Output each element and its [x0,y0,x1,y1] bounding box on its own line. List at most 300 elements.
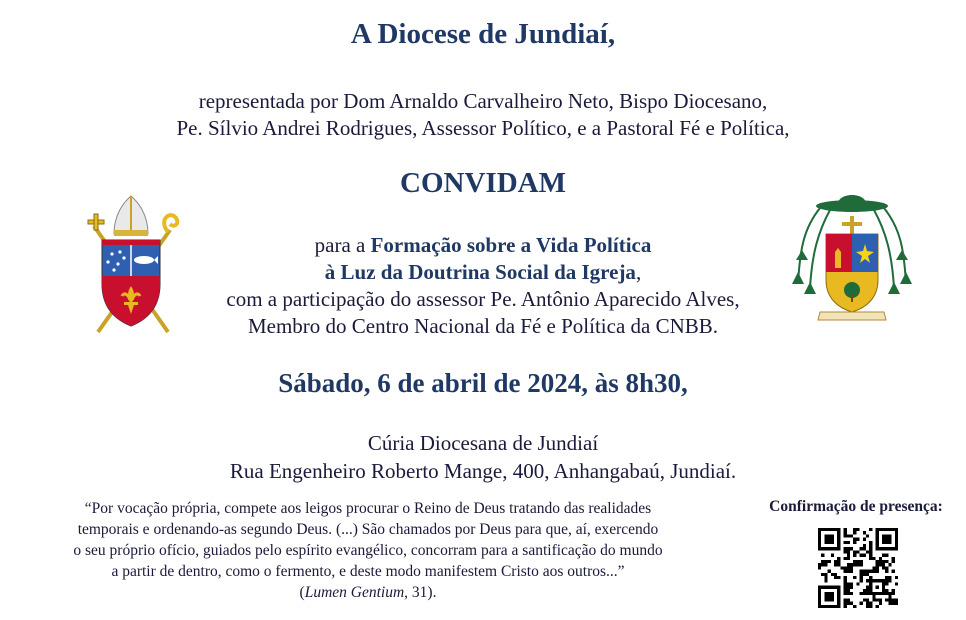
quote-source-title: Lumen Gentium [304,584,405,601]
qr-module [824,547,827,550]
qr-module [869,589,872,592]
qr-module [847,550,850,553]
qr-module [863,570,866,573]
qr-module [869,586,872,589]
qr-module [869,570,872,573]
qr-module [847,570,850,573]
qr-module [837,576,840,579]
qr-module [860,592,863,595]
qr-module [879,563,882,566]
qr-module [844,589,847,592]
qr-module [882,541,885,544]
qr-module [892,592,895,595]
qr-module [831,598,834,601]
qr-module [895,602,898,605]
qr-module [824,528,827,531]
qr-module [885,570,888,573]
qr-module [895,598,898,601]
qr-module [888,592,891,595]
qr-module [860,602,863,605]
qr-module [856,538,859,541]
qr-module [850,534,853,537]
qr-module [885,560,888,563]
qr-module [876,563,879,566]
qr-module [882,563,885,566]
qr-module [844,547,847,550]
qr-module [866,598,869,601]
qr-module [847,563,850,566]
qr-module [860,579,863,582]
qr-module [879,592,882,595]
qr-module [895,541,898,544]
qr-module [818,541,821,544]
qr-module [850,563,853,566]
qr-module [866,550,869,553]
qr-module [828,560,831,563]
qr-module [831,538,834,541]
qr-module [834,586,837,589]
qr-module [885,566,888,569]
qr-module [853,554,856,557]
qr-module [866,592,869,595]
qr-module [885,538,888,541]
qr-module [834,547,837,550]
qr-module [847,589,850,592]
qr-module [844,602,847,605]
qr-module [872,595,875,598]
qr-module [818,586,821,589]
qr-module [869,579,872,582]
qr-module [844,592,847,595]
qr-module [844,528,847,531]
qr-module [876,566,879,569]
qr-module [863,544,866,547]
qr-module [888,576,891,579]
qr-module [847,582,850,585]
representatives-line-2: Pe. Sílvio Andrei Rodrigues, Assessor Político, e a Pastoral Fé e Política, [176,116,790,140]
qr-module [882,547,885,550]
qr-module [856,550,859,553]
qr-module [888,563,891,566]
qr-module [879,598,882,601]
event-block [100,232,866,340]
qr-module [876,570,879,573]
qr-module [879,557,882,560]
qr-module [821,547,824,550]
qr-module [860,573,863,576]
qr-module [824,586,827,589]
qr-module [879,528,882,531]
qr-module [831,573,834,576]
qr-module [844,586,847,589]
qr-module [856,528,859,531]
qr-module [818,547,821,550]
qr-module [863,598,866,601]
quote-block [0,498,736,603]
qr-module [876,579,879,582]
qr-module [837,595,840,598]
qr-module [856,582,859,585]
qr-module [872,557,875,560]
qr-module [888,538,891,541]
qr-module [860,570,863,573]
qr-module [831,586,834,589]
qr-module [888,602,891,605]
qr-module [834,576,837,579]
qr-module [837,541,840,544]
qr-module [885,592,888,595]
qr-module [844,598,847,601]
qr-module [837,586,840,589]
quote-line-1: “Por vocação própria, compete aos leigos procurar o Reino de Deus tratando das realidades [84,500,652,517]
qr-module [869,605,872,608]
qr-module [837,557,840,560]
confirmation-label: Confirmação de presença: [769,498,943,515]
qr-module [892,528,895,531]
qr-module [850,602,853,605]
qr-module [834,605,837,608]
qr-module [818,602,821,605]
qr-module [834,563,837,566]
quote-line-2: temporais e ordenando-as segundo Deus. (...) São chamados por Deus para que, aí, exercendo [77,521,659,538]
qr-module [847,586,850,589]
qr-module [863,592,866,595]
qr-module [882,528,885,531]
qr-module [895,538,898,541]
qr-module [895,544,898,547]
qr-module [853,560,856,563]
qr-module [895,528,898,531]
location-place: Cúria Diocesana de Jundiaí [367,431,599,455]
qr-module [856,560,859,563]
qr-module [847,541,850,544]
qr-module [892,598,895,601]
qr-module [831,554,834,557]
qr-module [869,602,872,605]
event-name-line-2: à Luz da Doutrina Social da Igreja [324,260,636,284]
qr-module [831,534,834,537]
qr-module [844,605,847,608]
qr-module [882,582,885,585]
qr-module [869,547,872,550]
event-role: Membro do Centro Nacional da Fé e Política da CNBB. [247,314,719,338]
qr-module [844,566,847,569]
qr-module [879,547,882,550]
qr-module [821,554,824,557]
qr-module [818,589,821,592]
qr-module [882,560,885,563]
qr-module [872,579,875,582]
qr-module [818,528,821,531]
event-prefix: para a [314,233,371,257]
qr-module [869,582,872,585]
qr-module [872,592,875,595]
qr-module [824,595,827,598]
qr-module [853,538,856,541]
representatives-line-1: representada por Dom Arnaldo Carvalheiro Neto, Bispo Diocesano, [198,89,768,113]
qr-module [882,586,885,589]
qr-module [863,554,866,557]
qr-module [831,605,834,608]
qr-module [876,547,879,550]
qr-module [844,557,847,560]
qr-module [885,576,888,579]
diocese-coat-of-arms-icon [78,192,184,340]
qr-module [844,541,847,544]
qr-module [824,592,827,595]
qr-module [876,528,879,531]
qr-module [844,531,847,534]
qr-module [824,579,827,582]
qr-module [824,538,827,541]
page-title: A Diocese de Jundiaí, [350,18,616,50]
qr-module [821,605,824,608]
qr-module [888,547,891,550]
qr-module [892,560,895,563]
qr-module [831,541,834,544]
qr-module [834,573,837,576]
qr-module [866,570,869,573]
qr-module [866,602,869,605]
qr-module [866,579,869,582]
qr-module [850,570,853,573]
qr-module [853,550,856,553]
qr-module [844,579,847,582]
qr-module [860,554,863,557]
qr-module [844,576,847,579]
qr-module [828,528,831,531]
qr-module [879,602,882,605]
qr-module [837,531,840,534]
qr-module [872,566,875,569]
qr-module [860,576,863,579]
qr-module [831,547,834,550]
qr-module [869,550,872,553]
qr-module [847,602,850,605]
qr-module [847,566,850,569]
qr-module [853,563,856,566]
qr-module [885,547,888,550]
qr-module [853,528,856,531]
qr-module [882,579,885,582]
qr-module [837,544,840,547]
location-block [0,429,966,485]
qr-module [844,534,847,537]
location-address: Rua Engenheiro Roberto Mange, 400, Anhangabaú, Jundiaí. [229,459,737,483]
qr-code-icon[interactable] [818,528,898,608]
qr-module [888,528,891,531]
qr-module [837,592,840,595]
qr-module [856,563,859,566]
qr-module [876,531,879,534]
qr-module [837,534,840,537]
qr-module [876,586,879,589]
qr-module [828,592,831,595]
qr-module [863,573,866,576]
qr-module [892,570,895,573]
qr-module [888,579,891,582]
qr-module [818,592,821,595]
qr-module [885,598,888,601]
qr-module [824,560,827,563]
qr-module [853,576,856,579]
qr-module [879,579,882,582]
qr-module [876,592,879,595]
qr-module [869,554,872,557]
qr-module [847,534,850,537]
qr-module [828,595,831,598]
qr-module [824,573,827,576]
qr-module [824,605,827,608]
qr-module [828,541,831,544]
qr-module [818,605,821,608]
qr-module [869,544,872,547]
qr-module [824,534,827,537]
qr-module [876,560,879,563]
qr-module [863,547,866,550]
qr-module [837,563,840,566]
qr-module [892,602,895,605]
qr-module [895,534,898,537]
qr-module [882,592,885,595]
qr-module [837,605,840,608]
qr-module [818,531,821,534]
qr-module [863,538,866,541]
qr-module [895,531,898,534]
qr-module [821,586,824,589]
qr-module [876,544,879,547]
qr-module [818,598,821,601]
qr-module [888,595,891,598]
qr-module [837,528,840,531]
qr-module [828,598,831,601]
qr-module [885,541,888,544]
qr-module [872,598,875,601]
qr-module [828,586,831,589]
qr-module [821,560,824,563]
qr-module [818,595,821,598]
qr-module [831,528,834,531]
qr-module [850,592,853,595]
event-date: Sábado, 6 de abril de 2024, às 8h30, [278,368,688,398]
qr-module [866,573,869,576]
qr-module [866,605,869,608]
qr-module [895,582,898,585]
qr-module [853,531,856,534]
qr-module [853,605,856,608]
qr-module [885,528,888,531]
qr-module [824,576,827,579]
qr-module [821,528,824,531]
qr-module [847,557,850,560]
qr-module [828,538,831,541]
quote-line-4: a partir de dentro, como o fermento, e deste modo manifestem Cristo aos outros...” [111,563,625,580]
qr-module [885,534,888,537]
qr-module [882,566,885,569]
event-participation: com a participação do assessor Pe. Antônio Aparecido Alves, [226,287,740,311]
qr-module [824,541,827,544]
qr-module [860,563,863,566]
qr-module [824,598,827,601]
qr-module [847,554,850,557]
qr-module [828,534,831,537]
qr-module [882,589,885,592]
qr-module [872,570,875,573]
qr-module [824,563,827,566]
qr-module [888,598,891,601]
qr-module [831,595,834,598]
event-suffix: , [635,260,642,284]
qr-module [850,547,853,550]
qr-module [818,538,821,541]
qr-module [844,582,847,585]
qr-module [844,570,847,573]
representatives-block [0,88,966,142]
qr-module [885,554,888,557]
qr-module [869,541,872,544]
qr-module [876,605,879,608]
qr-module [860,547,863,550]
qr-module [866,589,869,592]
qr-module [818,534,821,537]
qr-module [876,598,879,601]
qr-module [885,589,888,592]
qr-module [882,538,885,541]
qr-module [885,582,888,585]
qr-module [847,598,850,601]
quote-line-3: o seu próprio ofício, guiados pelo espírito evangélico, concorram para a santificação do mundo [73,542,663,559]
qr-module [853,541,856,544]
qr-module [882,554,885,557]
qr-module [834,560,837,563]
qr-module [863,531,866,534]
qr-module [837,538,840,541]
qr-module [869,557,872,560]
qr-module [818,563,821,566]
qr-module [869,592,872,595]
qr-module [869,528,872,531]
qr-module [882,534,885,537]
qr-module [869,576,872,579]
qr-module [885,579,888,582]
qr-module [895,576,898,579]
qr-module [828,547,831,550]
qr-module [866,534,869,537]
qr-module [863,589,866,592]
qr-module [860,560,863,563]
event-name-line-1: Formação sobre a Vida Política [370,233,652,257]
qr-module [888,541,891,544]
qr-module [837,602,840,605]
qr-module [895,547,898,550]
qr-module [847,592,850,595]
qr-module [850,582,853,585]
qr-module [837,589,840,592]
qr-module [837,560,840,563]
qr-module [831,592,834,595]
qr-module [828,570,831,573]
qr-module [821,573,824,576]
bishop-coat-of-arms-icon [790,188,914,330]
qr-module [850,586,853,589]
qr-module [866,586,869,589]
qr-module [876,538,879,541]
qr-module [847,547,850,550]
qr-module [892,589,895,592]
qr-module [818,544,821,547]
quote-source: (Lumen Gentium, 31). [299,584,437,601]
qr-module [844,550,847,553]
